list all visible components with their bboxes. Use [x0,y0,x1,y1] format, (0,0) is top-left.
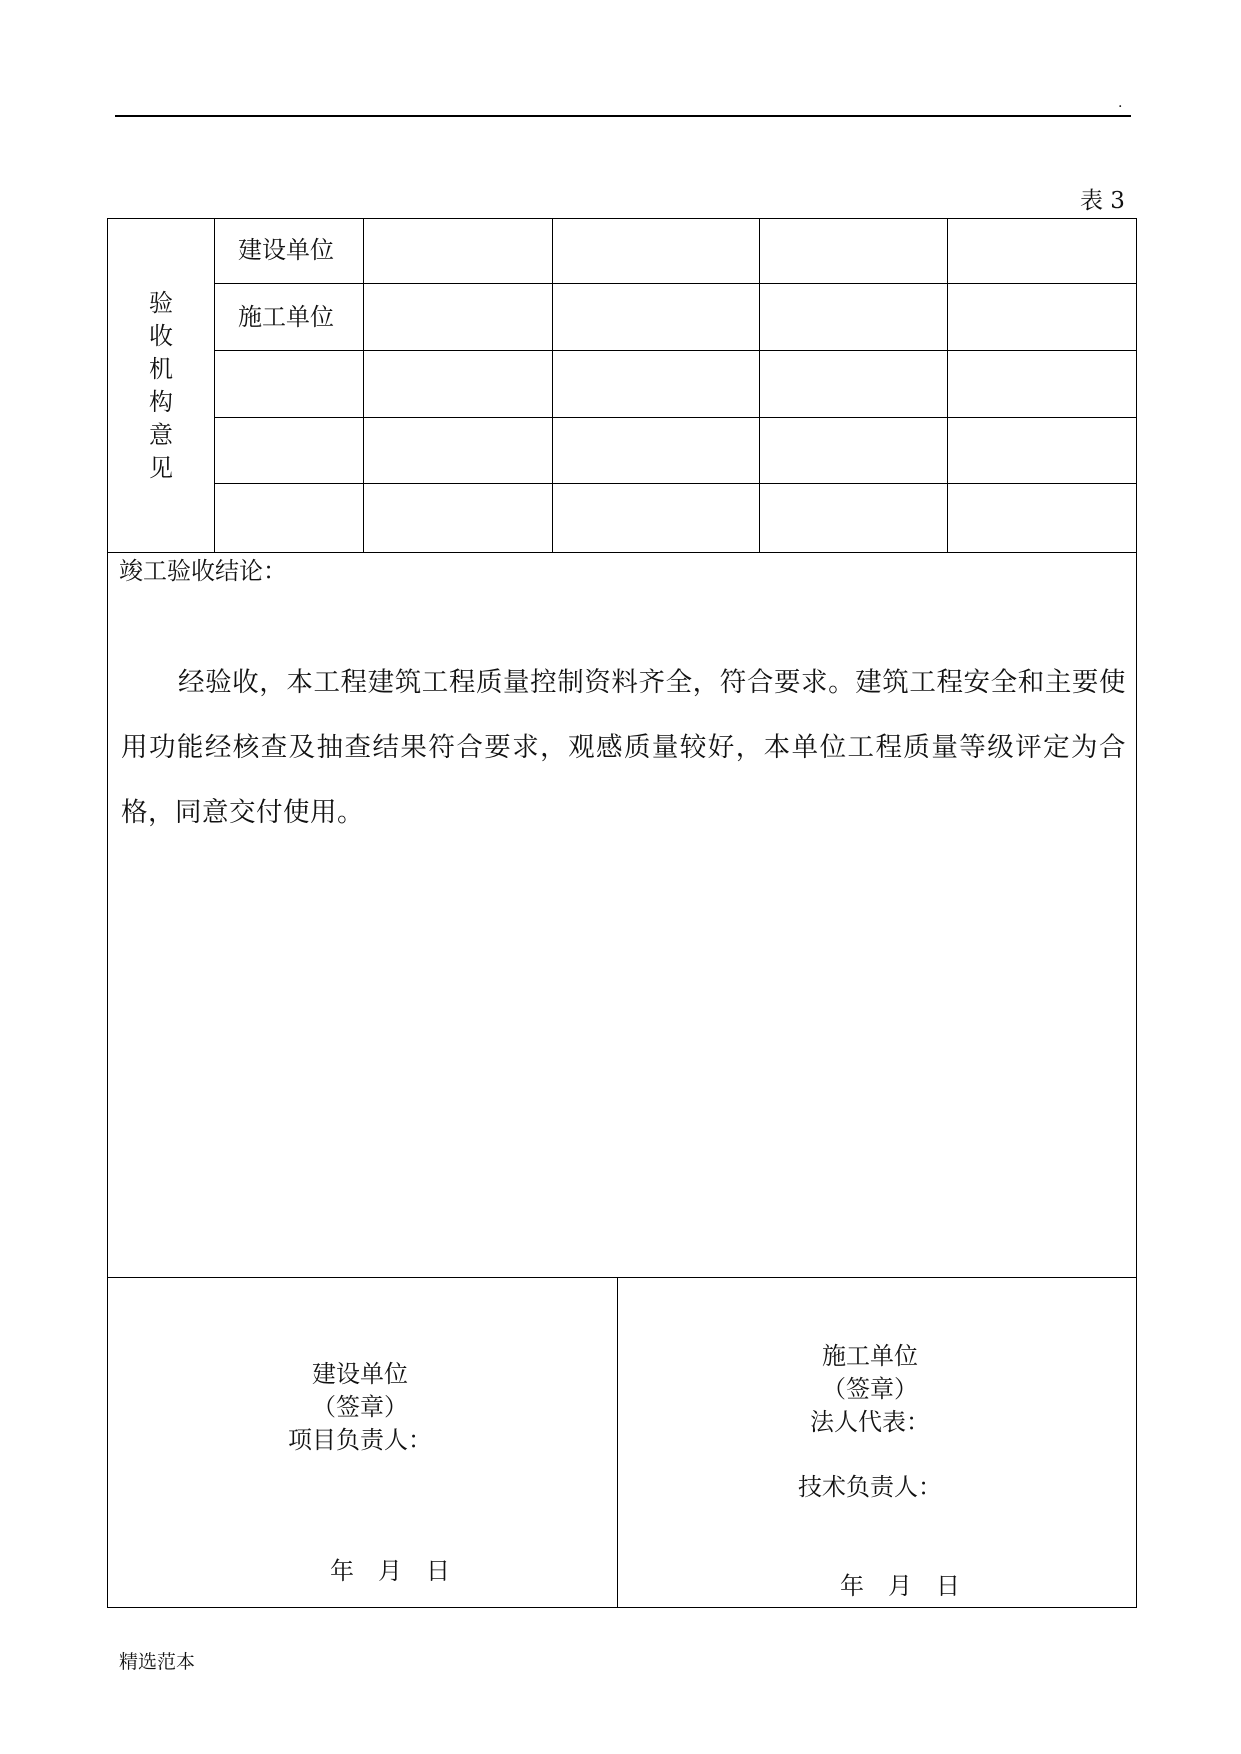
signature-seal: （签章） [312,1393,408,1421]
acceptance-opinion-label: 验 收 机 构 意 见 [149,289,173,482]
grid-line [617,1277,618,1607]
grid-line [552,219,553,552]
header-rule [115,115,1131,117]
grid-line [108,552,1136,553]
grid-line [759,219,760,552]
grid-line [214,219,215,552]
conclusion-title: 竣工验收结论： [119,557,287,585]
signature-project-manager: 项目负责人： [288,1426,432,1454]
signature-seal: （签章） [822,1375,918,1403]
table-number: 表 3 [1080,188,1125,214]
header-dot: . [1118,95,1123,111]
grid-line [214,483,1136,484]
signature-block-construction [200,1358,520,1457]
signature-unit: 建设单位 [312,1360,408,1388]
signature-date-right: 年 月 日 [840,1572,960,1600]
row-label-construction-unit: 建设单位 [238,236,334,264]
signature-technical-lead: 技术负责人： [798,1473,942,1501]
signature-unit: 施工单位 [822,1342,918,1370]
grid-line [108,1277,1136,1278]
signature-date-left: 年 月 日 [330,1557,450,1585]
grid-line [947,219,948,552]
footer-text: 精选范本 [119,1651,196,1673]
grid-line [363,219,364,552]
grid-line [214,283,1136,284]
signature-block-contractor [710,1340,1030,1439]
signature-legal-representative: 法人代表： [810,1408,930,1436]
row-label-contractor-unit: 施工单位 [238,303,334,331]
grid-line [214,417,1136,418]
conclusion-text: 经验收，本工程建筑工程质量控制资料齐全，符合要求。建筑工程安全和主要使用功能经核查及抽查结果符合要求，观感质量较好，本单位工程质量等级评定为合格，同意交付使用。 [121,667,1126,828]
grid-line [214,350,1136,351]
